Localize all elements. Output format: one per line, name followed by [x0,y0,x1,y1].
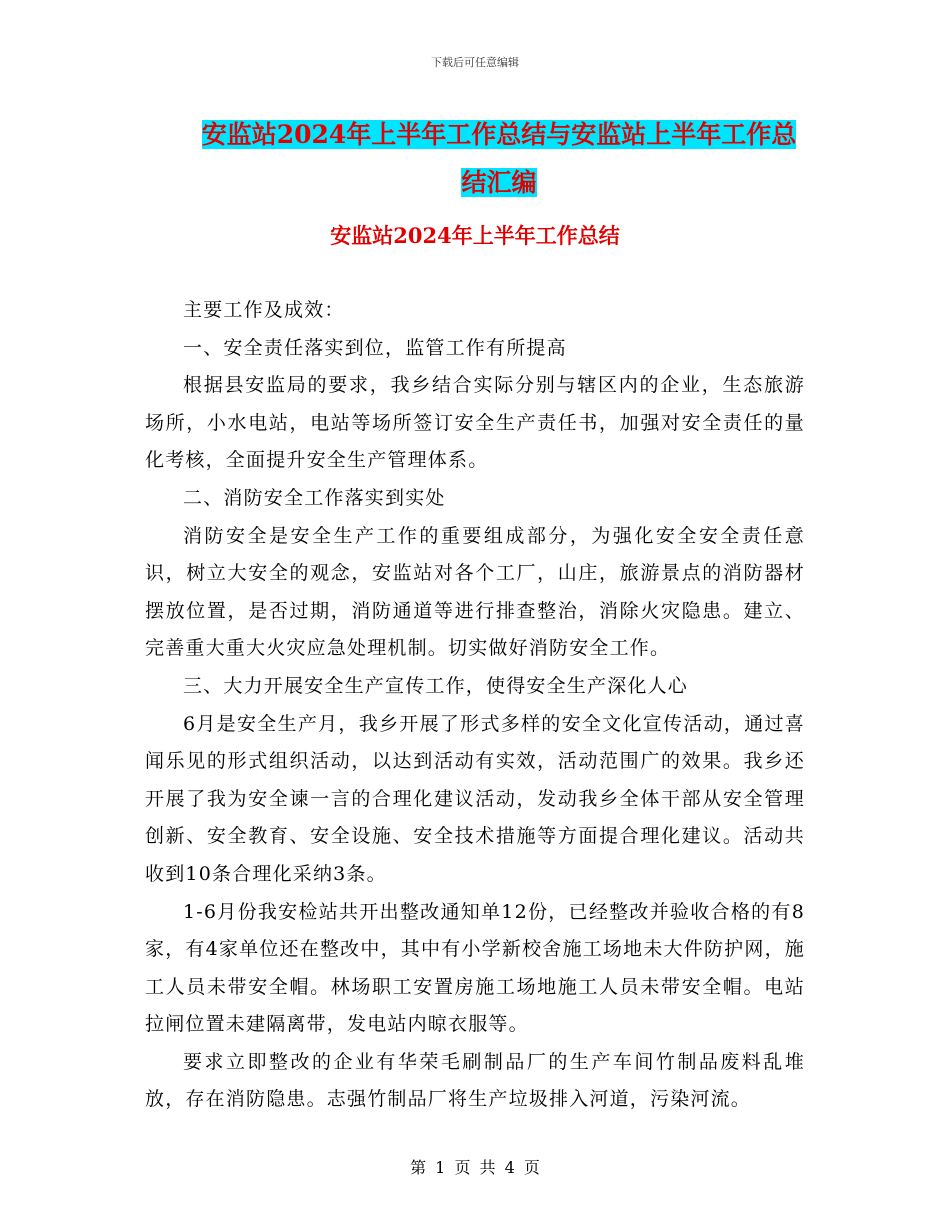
paragraph: 根据县安监局的要求，我乡结合实际分别与辖区内的企业，生态旅游场所，小水电站，电站等场所签订安全生产责任书，加强对安全责任的量化考核，全面提升安全生产管理体系。 [145,374,805,472]
paragraph: 二、消防安全工作落实到实处 [183,486,446,509]
paragraph: 6月是安全生产月，我乡开展了形式多样的安全文化宣传活动，通过喜闻乐见的形式组织活动，以达到活动有实效，活动范围广的效果。我乡还开展了我为安全谏一言的合理化建议活动，发动我乡全体干部从安全管理创新、安全教育、安全设施、安全技术措施等方面提合理化建议。活动共收到10条合理化采纳3条。 [145,712,805,885]
paragraph: 一、安全责任落实到位，监管工作有所提高 [183,336,567,359]
paragraph: 1-6月份我安检站共开出整改通知单12份，已经整改并验收合格的有8家，有4家单位还在整改中，其中有小学新校舍施工场地未大件防护网，施工人员未带安全帽。林场职工安置房施工场地施工人员未带安全帽。电站拉闸位置未建隔离带，发电站内晾衣服等。 [145,900,805,1036]
page-header: 下载后可任意编辑 [431,56,519,69]
section-title: 安监站2024年上半年工作总结 [330,223,620,248]
paragraph: 消防安全是安全生产工作的重要组成部分，为强化安全安全责任意识，树立大安全的观念，安监站对各个工厂，山庄，旅游景点的消防器材摆放位置，是否过期，消防通道等进行排查整治，消除火灾隐患。建立、完善重大重大火灾应急处理机制。切实做好消防安全工作。 [145,524,805,660]
document-title-line-1: 安监站2024年上半年工作总结与安监站上半年工作总 [201,120,797,149]
page-footer: 第 1 页 共 4 页 [410,1158,540,1177]
document-title-line-2: 结汇编 [461,168,537,197]
paragraph: 要求立即整改的企业有华荣毛刷制品厂的生产车间竹制品废料乱堆放，存在消防隐患。志强竹制品厂将生产垃圾排入河道，污染河流。 [145,1050,805,1111]
document-title [188,111,810,207]
body-text [145,292,805,1119]
paragraph: 三、大力开展安全生产宣传工作，使得安全生产深化人心 [183,674,689,697]
paragraph: 主要工作及成效： [183,299,345,321]
